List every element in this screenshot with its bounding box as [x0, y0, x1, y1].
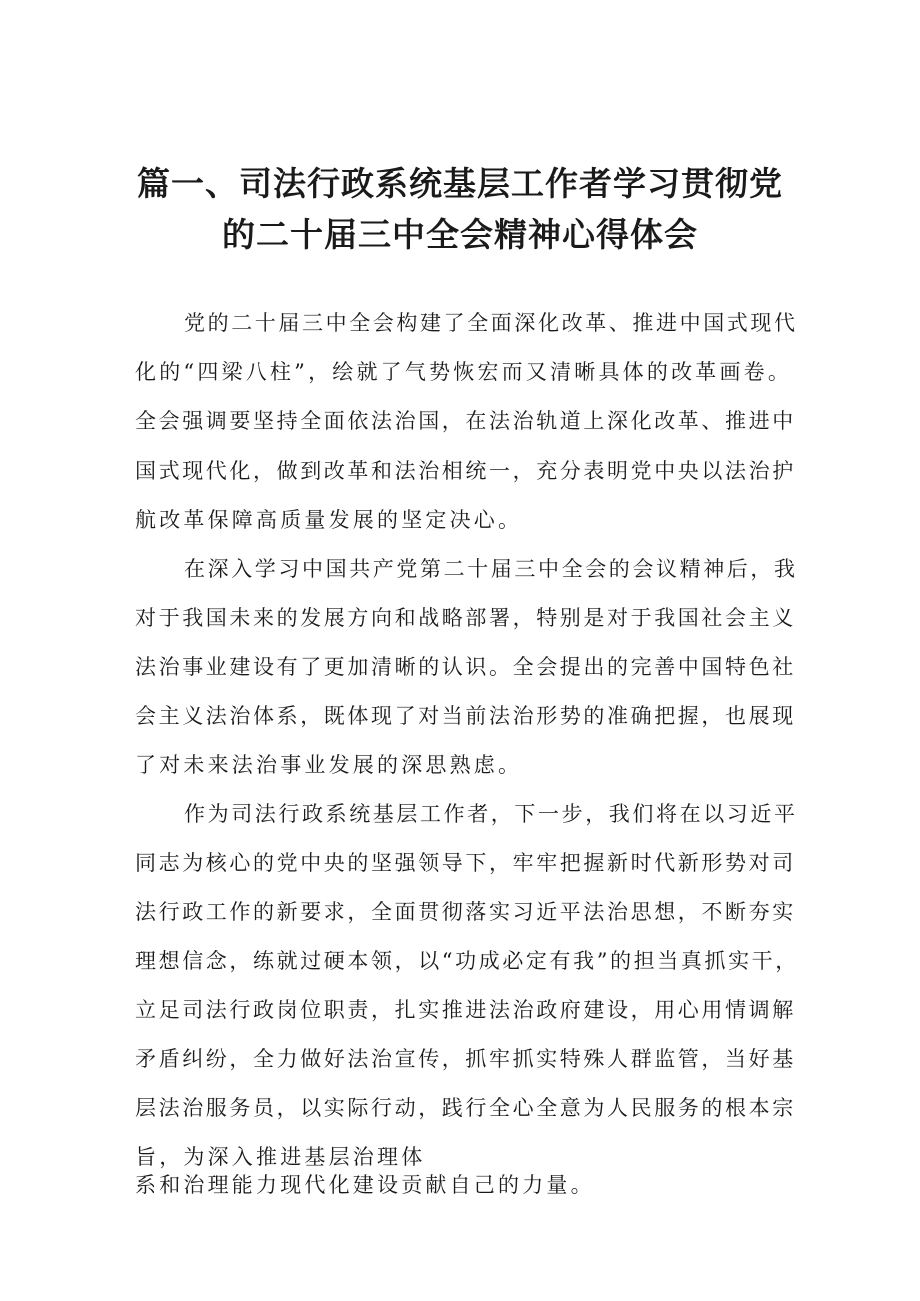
paragraph-1-line-3: 全会强调要坚持全面依法治国，在法治轨道上深化改革、推进中	[135, 409, 796, 433]
paragraph-2-line-3: 法治事业建设有了更加清晰的认识。全会提出的完善中国特色社	[135, 655, 796, 679]
paragraph-1-line-2: 化的“四梁八柱”，绘就了气势恢宏而又清晰具体的改革画卷。	[135, 360, 793, 384]
paragraph-3-line-9: 系和治理能力现代化建设贡献自己的力量。	[135, 1173, 595, 1197]
paragraph-3-line-2: 同志为核心的党中央的坚强领导下，牢牢把握新时代新形势对司	[135, 851, 796, 875]
document-title-line-2: 的二十届三中全会精神心得体会	[222, 215, 698, 254]
paragraph-3-line-1: 作为司法行政系统基层工作者，下一步，我们将在以习近平	[184, 802, 798, 826]
paragraph-3-line-4: 理想信念，练就过硬本领，以“功成必定有我”的担当真抓实干，	[135, 949, 799, 973]
paragraph-2-line-4: 会主义法治体系，既体现了对当前法治形势的准确把握，也展现	[135, 704, 796, 728]
paragraph-1-line-4: 国式现代化，做到改革和法治相统一，充分表明党中央以法治护	[135, 459, 796, 483]
paragraph-2-line-5: 了对未来法治事业发展的深思熟虑。	[135, 753, 523, 777]
paragraph-3-line-6: 矛盾纠纷，全力做好法治宣传，抓牢抓实特殊人群监管，当好基	[135, 1047, 796, 1071]
paragraph-3-line-7: 层法治服务员，以实际行动，践行全心全意为人民服务的根本宗	[135, 1096, 796, 1120]
paragraph-2-line-1: 在深入学习中国共产党第二十届三中全会的会议精神后，我	[184, 557, 798, 581]
paragraph-1-line-5: 航改革保障高质量发展的坚定决心。	[135, 508, 523, 532]
paragraph-3-line-3: 法行政工作的新要求，全面贯彻落实习近平法治思想，不断夯实	[135, 900, 796, 924]
paragraph-2-line-2: 对于我国未来的发展方向和战略部署，特别是对于我国社会主义	[135, 606, 796, 630]
paragraph-3-line-8: 旨，为深入推进基层治理体	[135, 1145, 426, 1169]
paragraph-1-line-1: 党的二十届三中全会构建了全面深化改革、推进中国式现代	[184, 311, 798, 335]
paragraph-3-line-5: 立足司法行政岗位职责，扎实推进法治政府建设，用心用情调解	[135, 998, 796, 1022]
document-title-line-1: 篇一、司法行政系统基层工作者学习贯彻党	[137, 164, 783, 203]
